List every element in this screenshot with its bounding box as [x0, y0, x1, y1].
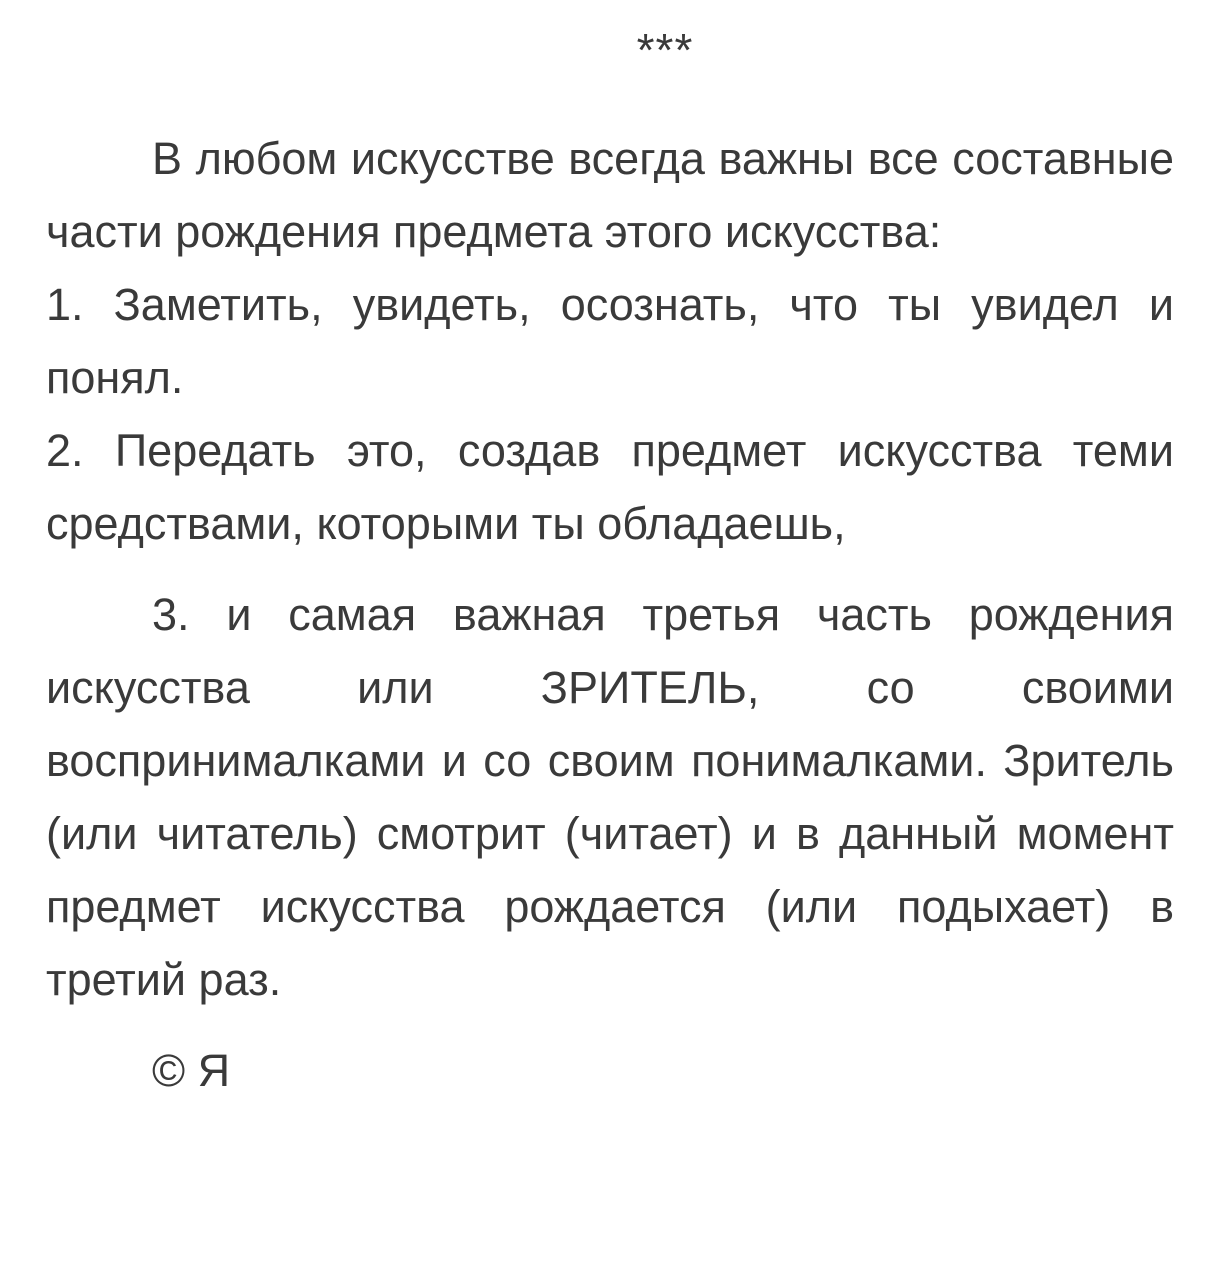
intro-paragraph: В любом искусстве всегда важны все составные части рождения предмета этого искусства: [46, 133, 1174, 257]
section-separator: *** [636, 24, 694, 76]
list-item-1: 1. Заметить, увидеть, осознать, что ты увидел и понял. [46, 279, 1174, 403]
third-part-paragraph: 3. и самая важная третья часть рождения искусства или ЗРИТЕЛЬ, со своими воспринималками и со своим понималками. Зритель (или читатель) смотрит (читает) и в данный момент предмет искусства рождается (или подыхает) в третий раз. [46, 589, 1174, 1005]
list-item-2: 2. Передать это, создав предмет искусства теми средствами, которыми ты обладаешь, [46, 425, 1174, 549]
copyright-signature: © Я [152, 1045, 231, 1096]
